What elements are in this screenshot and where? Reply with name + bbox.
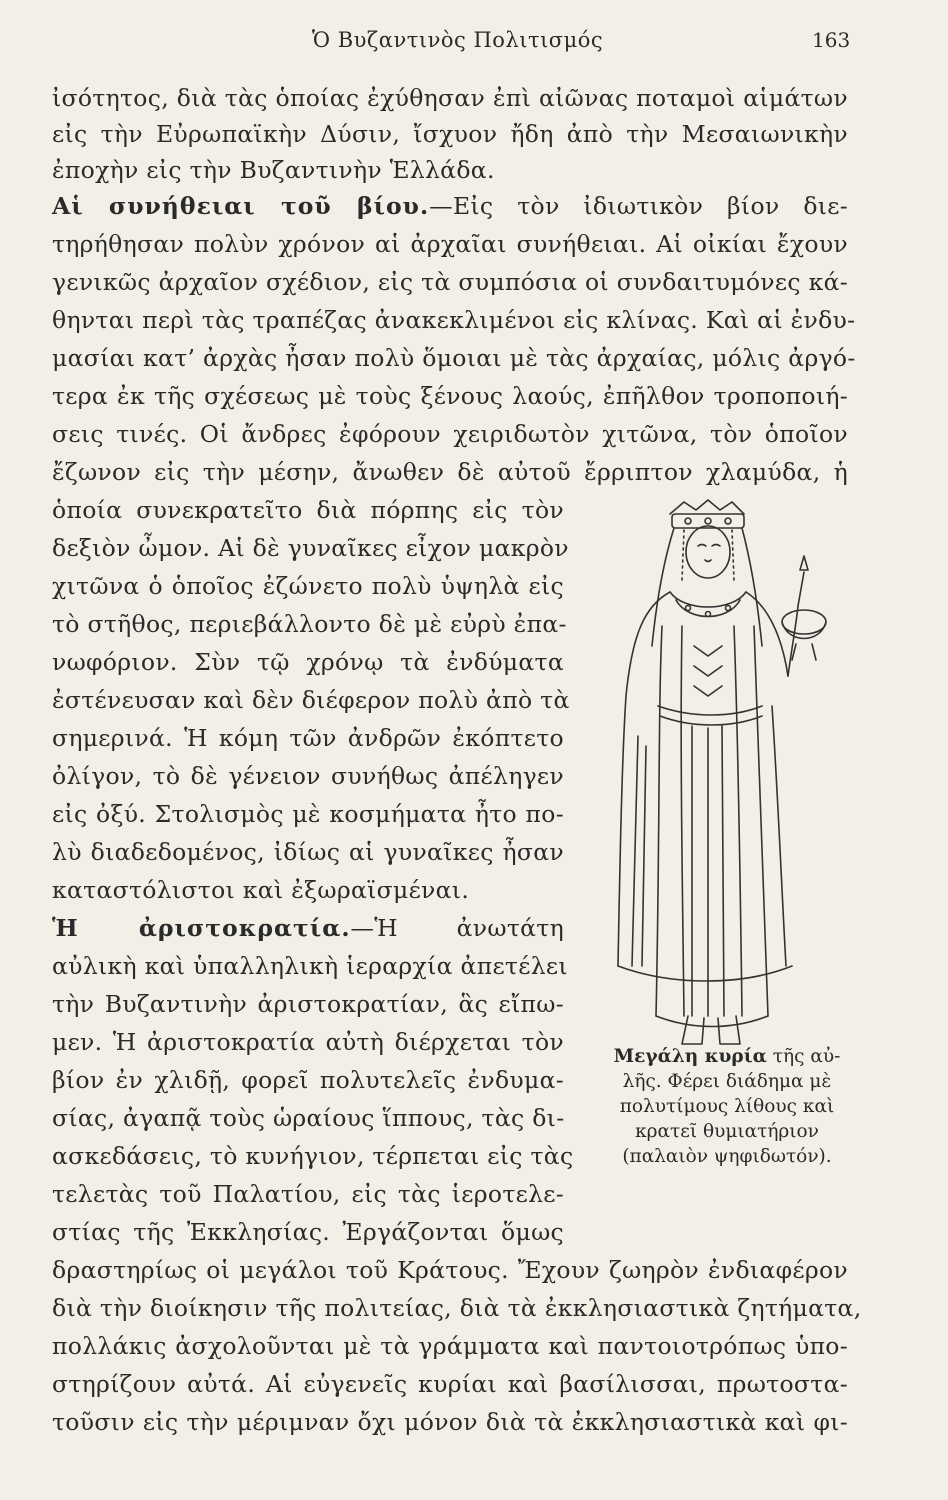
text-line: τὴν Βυζαντινὴν ἀριστοκρατίαν, ἃς εἴπω-: [52, 990, 564, 1018]
caption-line: (παλαιὸν ψηφιδωτόν).: [622, 1146, 832, 1167]
text-line: αὐλικὴ καὶ ὑπαλληλικὴ ἱεραρχία ἀπετέλει: [52, 952, 568, 980]
text-line: χιτῶνα ὁ ὁποῖος ἐζώνετο πολὺ ὑψηλὰ εἰς: [52, 572, 564, 600]
text-line: τερα ἐκ τῆς σχέσεως μὲ τοὺς ξένους λαούς, ἐπῆλθον τροποποιή-: [52, 382, 848, 410]
caption-line: κρατεῖ θυμιατήριον: [635, 1121, 819, 1142]
caption-title: Μεγάλη κυρία: [613, 1046, 767, 1067]
text-line: σημερινά. Ἡ κόμη τῶν ἀνδρῶν ἐκόπτετο: [52, 724, 564, 752]
text-line: εἰς ὀξύ. Στολισμὸς μὲ κοσμήματα ἦτο πο-: [52, 800, 564, 828]
text-line: νωφόριον. Σὺν τῷ χρόνῳ τὰ ἐνδύματα: [52, 648, 564, 676]
text-line: ἐποχὴν εἰς τὴν Βυζαντινὴν Ἑλλάδα.: [52, 156, 495, 184]
text-line: μασίαι κατ’ ἀρχὰς ἦσαν πολὺ ὅμοιαι μὲ τὰς ἀρχαίας, μόλις ἀργό-: [52, 344, 856, 372]
text-line: εἰς τὴν Εὐρωπαϊκὴν Δύσιν, ἴσχυον ἤδη ἀπὸ τὴν Μεσαιωνικὴν: [52, 120, 848, 148]
section-heading-aristocracy: Ἡ ἀριστοκρατία.: [52, 914, 351, 942]
text-line: δεξιὸν ὦμον. Αἱ δὲ γυναῖκες εἶχον μακρὸν: [52, 534, 569, 562]
text-line: στίας τῆς Ἐκκλησίας. Ἐργάζονται ὅμως: [52, 1218, 564, 1246]
text-span: —Εἰς τὸν ἰδιωτικὸν βίον διε-: [429, 192, 849, 220]
caption-line: λῆς. Φέρει διάδημα μὲ: [622, 1071, 832, 1092]
lady-drawing-icon: [592, 496, 858, 1056]
byzantine-lady-illustration: [592, 496, 858, 1056]
figure-caption: [584, 1044, 870, 1169]
text-line: ἔζωνον εἰς τὴν μέσην, ἄνωθεν δὲ αὐτοῦ ἔρριπτον χλαμύδα, ἡ: [52, 458, 848, 486]
text-line: μεν. Ἡ ἀριστοκρατία αὐτὴ διέρχεται τὸν: [52, 1028, 564, 1056]
text-line: θηνται περὶ τὰς τραπέζας ἀνακεκλιμένοι εἰς κλίνας. Καὶ αἱ ἐνδυ-: [52, 306, 856, 334]
text-line: διὰ τὴν διοίκησιν τῆς πολιτείας, διὰ τὰ ἐκκλησιαστικὰ ζητήματα,: [52, 1294, 862, 1322]
running-title: Ὁ Βυζαντινὸς Πολιτισμός: [312, 28, 604, 52]
text-line: σίας, ἀγαπᾷ τοὺς ὡραίους ἵππους, τὰς δι-: [52, 1104, 565, 1132]
text-line: ὀλίγον, τὸ δὲ γένειον συνήθως ἀπέληγεν: [52, 762, 564, 790]
caption-text: τῆς αὐ-: [772, 1046, 841, 1067]
text-line: στηρίζουν αὐτά. Αἱ εὐγενεῖς κυρίαι καὶ βασίλισσαι, πρωτοστα-: [52, 1370, 848, 1398]
text-line: [52, 188, 848, 224]
text-line: ασκεδάσεις, τὸ κυνήγιον, τέρπεται εἰς τὰς: [52, 1142, 574, 1170]
text-line: βίον ἐν χλιδῇ, φορεῖ πολυτελεῖς ἐνδυμα-: [52, 1066, 564, 1094]
section-heading-customs: Αἱ συνήθειαι τοῦ βίου.: [52, 192, 430, 220]
text-line: τελετὰς τοῦ Παλατίου, εἰς τὰς ἱεροτελε-: [52, 1180, 564, 1208]
caption-line: πολυτίμους λίθους καὶ: [619, 1096, 835, 1117]
caption-line: [584, 1044, 870, 1069]
page-number: 163: [812, 28, 851, 52]
text-line: πολλάκις ἀσχολοῦνται μὲ τὰ γράμματα καὶ παντοιοτρόπως ὑπο-: [52, 1332, 848, 1360]
text-line: λὺ διαδεδομένος, ἰδίως αἱ γυναῖκες ἦσαν: [52, 838, 564, 866]
text-line: ἐστένευσαν καὶ δὲν διέφερον πολὺ ἀπὸ τὰ: [52, 686, 570, 714]
text-line: ὁποία συνεκρατεῖτο διὰ πόρπης εἰς τὸν: [52, 496, 564, 524]
text-line: γενικῶς ἀρχαῖον σχέδιον, εἰς τὰ συμπόσια οἱ συνδαιτυμόνες κά-: [52, 268, 848, 296]
text-line: [52, 910, 564, 946]
text-line: τοῦσιν εἰς τὴν μέριμναν ὄχι μόνον διὰ τὰ ἐκκλησιαστικὰ καὶ φι-: [52, 1408, 848, 1436]
text-span: —Ἡ ἀνωτάτη: [350, 914, 564, 942]
text-line: σεις τινές. Οἱ ἄνδρες ἐφόρουν χειριδωτὸν χιτῶνα, τὸν ὁποῖον: [52, 420, 848, 448]
text-line: τηρήθησαν πολὺν χρόνον αἱ ἀρχαῖαι συνήθειαι. Αἱ οἰκίαι ἔχουν: [52, 230, 848, 258]
text-line: καταστόλιστοι καὶ ἐξωραϊσμέναι.: [52, 876, 470, 904]
running-head: [0, 28, 948, 60]
text-line: δραστηρίως οἱ μεγάλοι τοῦ Κράτους. Ἔχουν ζωηρὸν ἐνδιαφέρον: [52, 1256, 848, 1284]
text-line: ἰσότητος, διὰ τὰς ὁποίας ἐχύθησαν ἐπὶ αἰῶνας ποταμοὶ αἱμάτων: [52, 84, 848, 112]
text-line: τὸ στῆθος, περιεβάλλοντο δὲ μὲ εὐρὺ ἐπα-: [52, 610, 567, 638]
